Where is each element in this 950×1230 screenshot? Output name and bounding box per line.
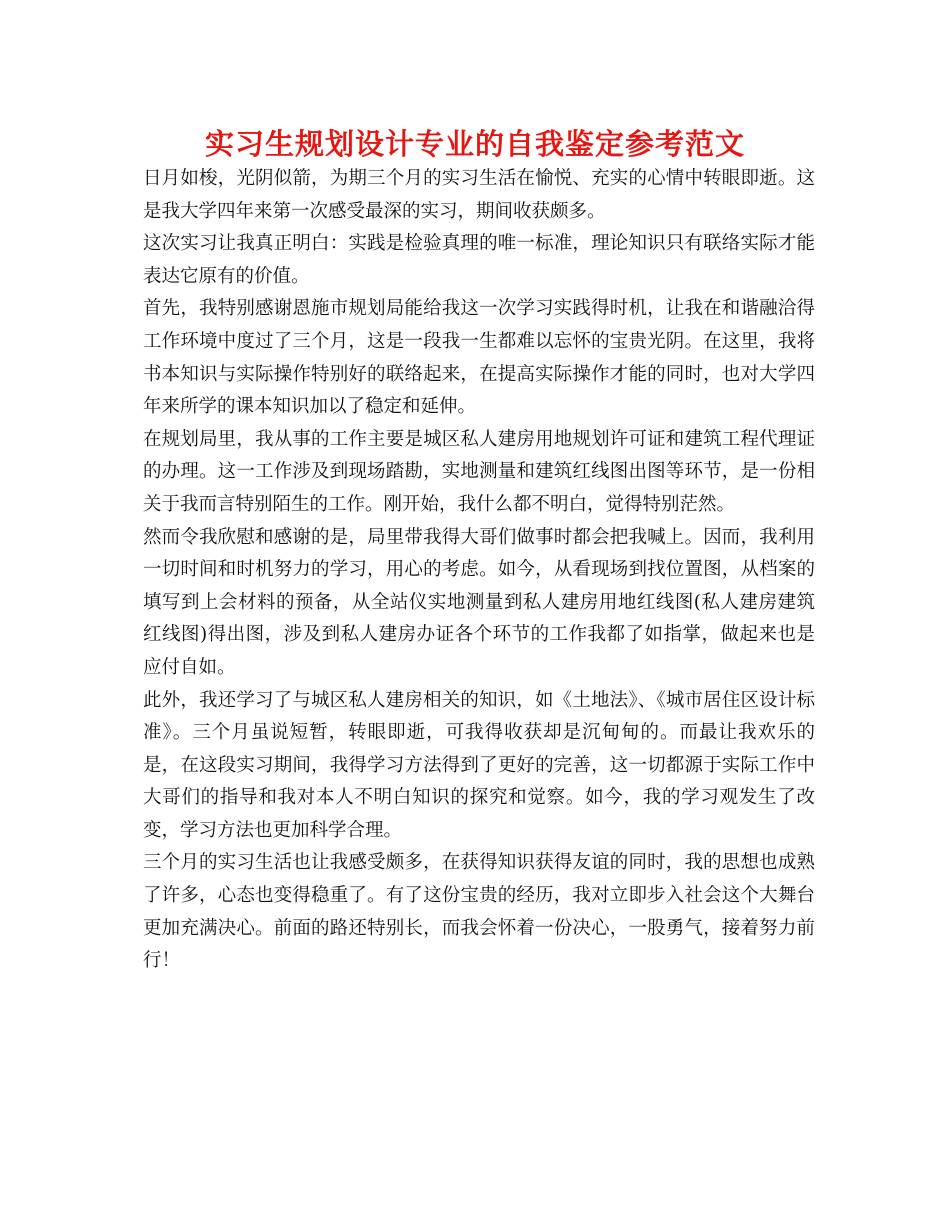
- paragraph: 在规划局里，我从事的工作主要是城区私人建房用地规划许可证和建筑工程代理证的办理。这一工作涉及到现场踏勘，实地测量和建筑红线图出图等环节，是一份相关于我而言特别陌生的工作。刚开始，我什么都不明白，觉得特别茫然。: [143, 428, 815, 515]
- paragraph: 日月如梭，光阴似箭，为期三个月的实习生活在愉悦、充实的心情中转眼即逝。这是我大学四年来第一次感受最深的实习，期间收获颇多。: [143, 168, 815, 222]
- document-title: 实习生规划设计专业的自我鉴定参考范文: [204, 127, 745, 161]
- paragraph: 首先，我特别感谢恩施市规划局能给我这一次学习实践得时机，让我在和谐融洽得工作环境中度过了三个月，这是一段我一生都难以忘怀的宝贵光阴。在这里，我将书本知识与实际操作特别好的联络起来，在提高实际操作才能的同时，也对大学四年来所学的课本知识加以了稳定和延伸。: [143, 298, 815, 418]
- paragraph: 这次实习让我真正明白：实践是检验真理的唯一标准，理论知识只有联络实际才能表达它原有的价值。: [143, 233, 815, 287]
- document-body: [143, 163, 815, 978]
- paragraph: 此外，我还学习了与城区私人建房相关的知识，如《土地法》、《城市居住区设计标准》。三个月虽说短暂，转眼即逝，可我得收获却是沉甸甸的。而最让我欢乐的是，在这段实习期间，我得学习方法得到了更好的完善，这一切都源于实际工作中大哥们的指导和我对本人不明白知识的探究和觉察。如今，我的学习观发生了改变，学习方法也更加科学合理。: [143, 689, 815, 841]
- paragraph: 三个月的实习生活也让我感受颇多，在获得知识获得友谊的同时，我的思想也成熟了许多，心态也变得稳重了。有了这份宝贵的经历，我对立即步入社会这个大舞台更加充满决心。前面的路还特别长，而我会怀着一份决心，一股勇气，接着努力前行！: [143, 852, 815, 972]
- paragraph: 然而令我欣慰和感谢的是，局里带我得大哥们做事时都会把我喊上。因而，我利用一切时间和时机努力的学习，用心的考虑。如今，从看现场到找位置图，从档案的填写到上会材料的预备，从全站仪实地测量到私人建房用地红线图(私人建房建筑红线图)得出图，涉及到私人建房办证各个环节的工作我都了如指掌，做起来也是应付自如。: [143, 526, 815, 678]
